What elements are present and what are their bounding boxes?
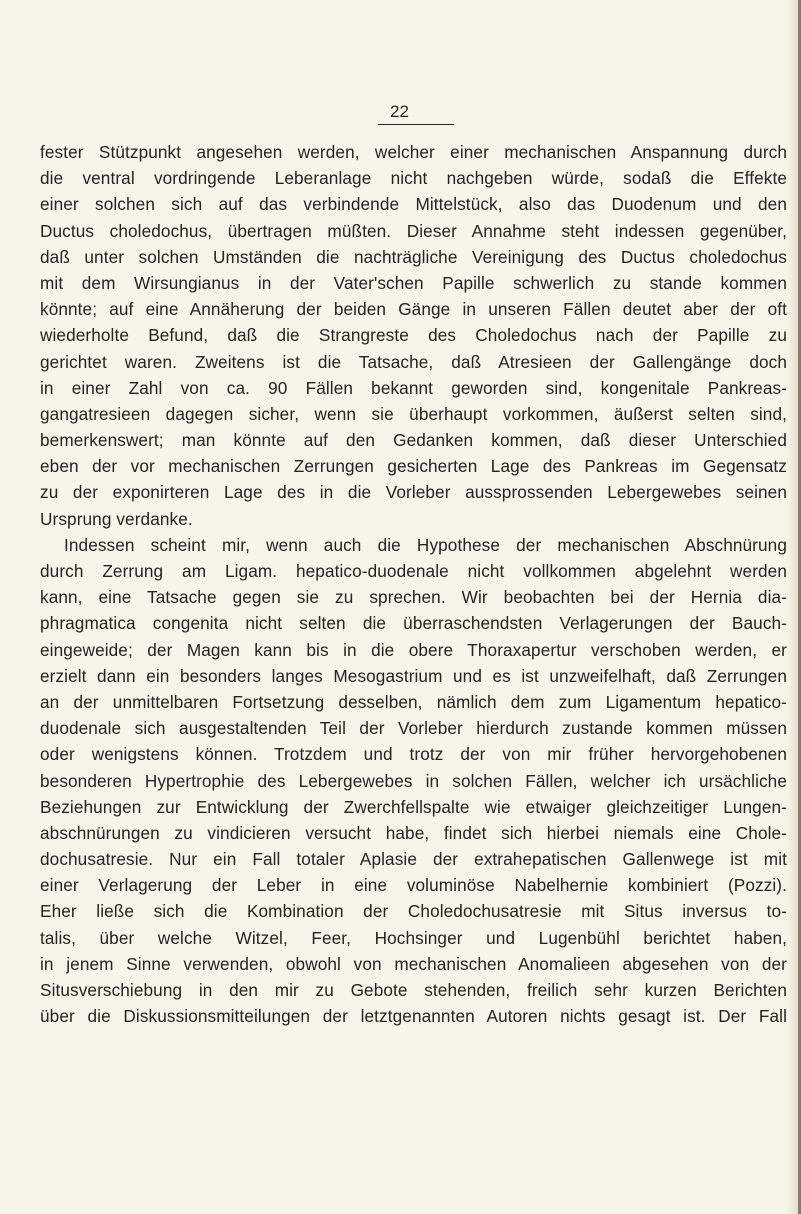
text-line: zu der exponirteren Lage des in die Vorleber aussprossenden Lebergewebes seinen: [40, 482, 787, 503]
text-line: Ductus choledochus, übertragen müßten. Dieser Annahme steht indessen gegenüber,: [40, 220, 787, 241]
page-number: 22: [378, 101, 454, 125]
text-line: durch Zerrung am Ligam. hepatico-duodenale nicht vollkommen abgelehnt werden: [40, 561, 787, 581]
text-line: fester Stützpunkt angesehen werden, welcher einer mechanischen Anspannung durch: [40, 142, 787, 162]
text-line: einer solchen sich auf das verbindende Mittelstück, also das Duodenum und den: [40, 194, 787, 215]
text-line: gerichtet waren. Zweitens ist die Tatsache, daß Atresieen der Gallengänge doch: [40, 351, 787, 372]
text-line: abschnürungen zu vindicieren versucht habe, findet sich hierbei niemals eine Chole-: [40, 822, 787, 843]
text-line: Eher ließe sich die Kombination der Choledochusatresie mit Situs inversus to-: [40, 901, 787, 922]
text-line: wiederholte Befund, daß die Strangreste des Choledochus nach der Papille zu: [40, 325, 787, 346]
text-line: in jenem Sinne verwenden, obwohl von mechanischen Anomalieen abgesehen von der: [40, 953, 787, 974]
text-line: mit dem Wirsungianus in der Vater'schen Papille schwerlich zu stande kommen: [40, 272, 787, 293]
text-line: oder wenigstens können. Trotzdem und trotz der von mir früher hervorgehobenen: [40, 744, 787, 765]
text-line: besonderen Hypertrophie des Lebergewebes in solchen Fällen, welcher ich ursächliche: [40, 770, 787, 791]
text-line: eben der vor mechanischen Zerrungen gesicherten Lage des Pankreas im Gegensatz: [40, 456, 787, 477]
text-line: dochusatresie. Nur ein Fall totaler Aplasie der extrahepatischen Gallenwege ist mit: [40, 849, 787, 870]
text-line: daß unter solchen Umständen die nachträgliche Vereinigung des Ductus choledochus: [40, 246, 787, 267]
text-line: erzielt dann ein besonders langes Mesogastrium und es ist unzweifelhaft, daß Zerrungen: [40, 665, 787, 686]
text-line: an der unmittelbaren Fortsetzung desselben, nämlich dem zum Ligamentum hepatico-: [40, 691, 787, 712]
text-line: könnte; auf eine Annäherung der beiden Gänge in unseren Fällen deutet aber der oft: [40, 299, 787, 320]
text-line: Indessen scheint mir, wenn auch die Hypothese der mechanischen Abschnürung: [64, 534, 787, 555]
text-line: die ventral vordringende Leberanlage nicht nachgeben würde, sodaß die Effekte: [40, 168, 787, 189]
text-line: gangatresieen dagegen sicher, wenn sie überhaupt vorkommen, äußerst selten sind,: [40, 403, 787, 424]
text-line: duodenale sich ausgestaltenden Teil der Vorleber hierdurch zustande kommen müssen: [40, 718, 787, 739]
text-line: talis, über welche Witzel, Feer, Hochsinger und Lugenbühl berichtet haben,: [40, 927, 787, 948]
text-line: eingeweide; der Magen kann bis in die obere Thoraxapertur verschoben werden, er: [40, 639, 787, 660]
text-line: Beziehungen zur Entwicklung der Zwerchfellspalte wie etwaiger gleichzeitiger Lungen-: [40, 796, 787, 817]
body-text: [40, 139, 787, 1029]
text-line: phragmatica congenita nicht selten die überraschendsten Verlagerungen der Bauch-: [40, 613, 787, 634]
text-line: in einer Zahl von ca. 90 Fällen bekannt geworden sind, kongenitale Pankreas-: [40, 377, 787, 398]
text-line: kann, eine Tatsache gegen sie zu sprechen. Wir beobachten bei der Hernia dia-: [40, 587, 787, 608]
text-line: bemerkenswert; man könnte auf den Gedanken kommen, daß dieser Unterschied: [40, 430, 787, 451]
text-line: einer Verlagerung der Leber in eine voluminöse Nabelhernie kombiniert (Pozzi).: [40, 875, 787, 896]
text-line: Situsverschiebung in den mir zu Gebote stehenden, freilich sehr kurzen Berichten: [40, 980, 787, 1000]
text-line: Ursprung verdanke.: [40, 508, 193, 529]
text-line: über die Diskussionsmitteilungen der letztgenannten Autoren nichts gesagt ist. Der Fall: [40, 1006, 787, 1027]
